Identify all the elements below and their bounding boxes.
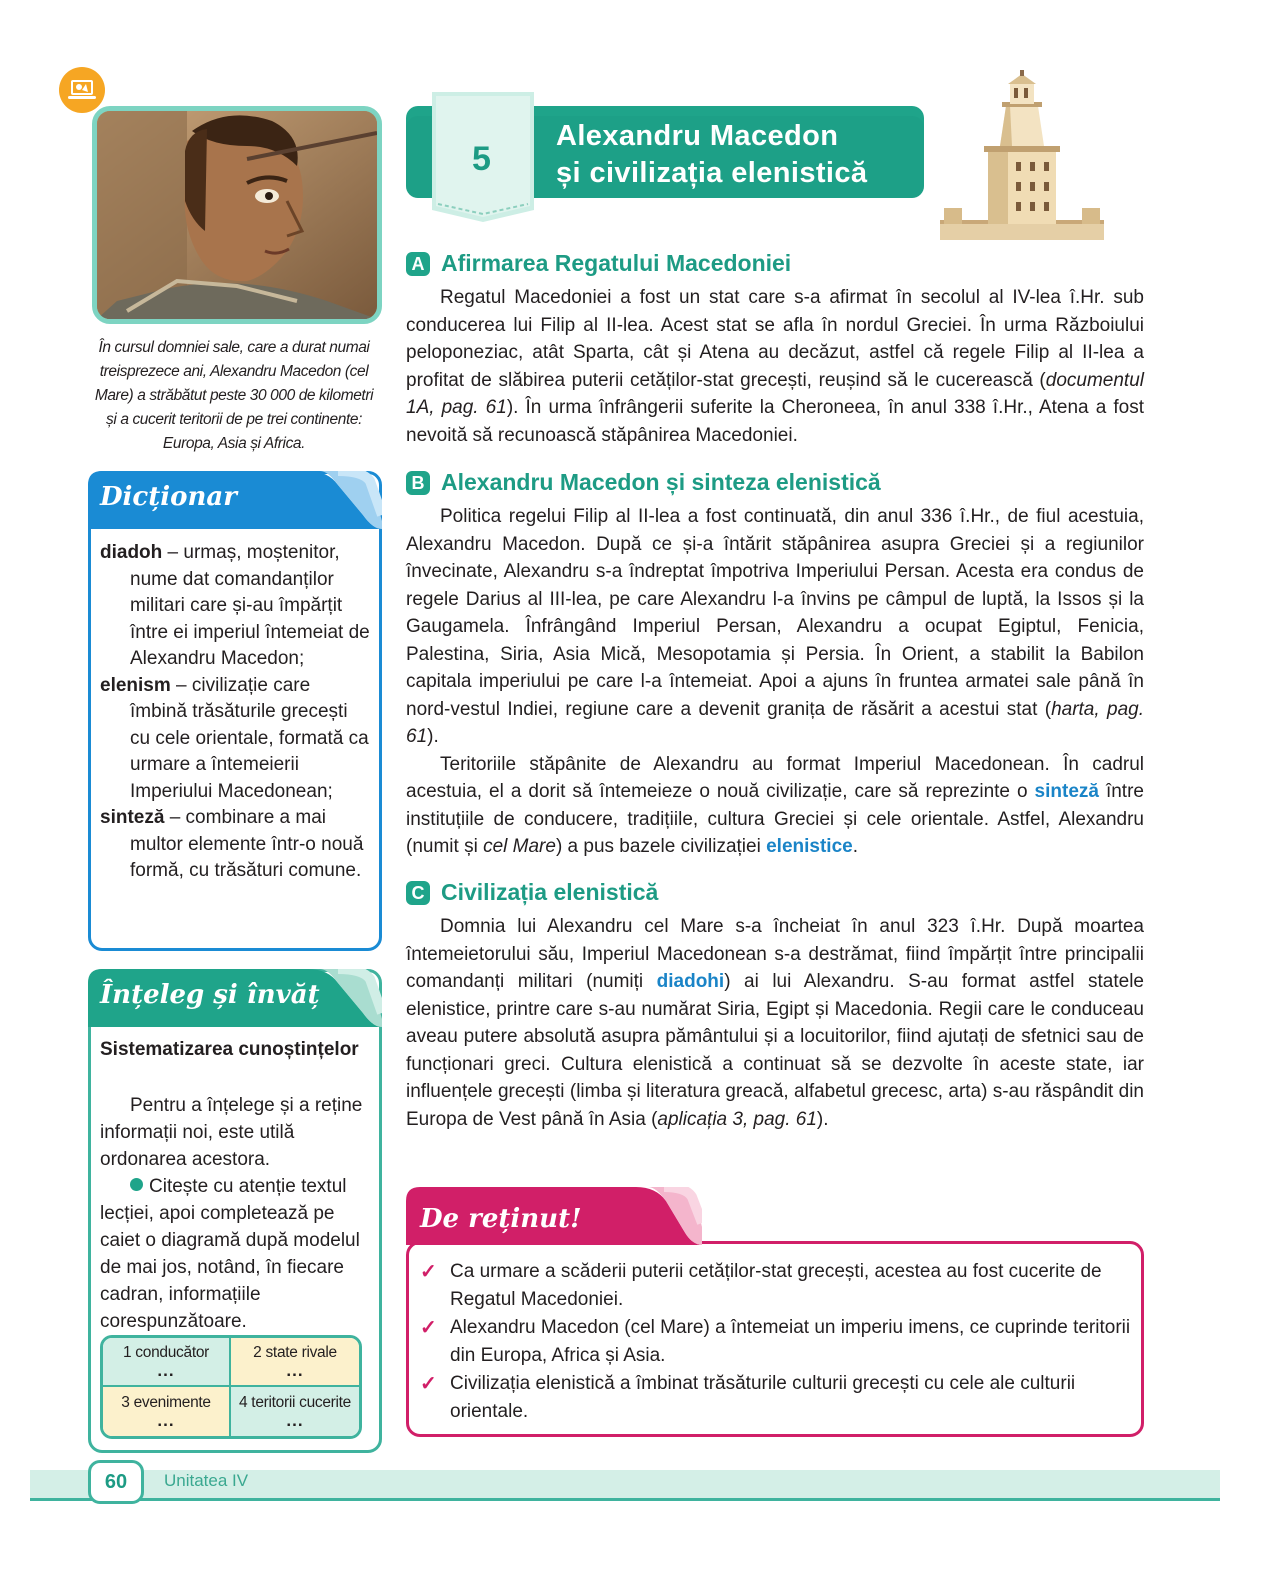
section-paragraph: Politica regelui Filip al II-lea a fost continuată, din anul 336 î.Hr., de fiul acestuia, Alexandru Macedon. După ce și-a întărit stăpânirea asupra Greciei și a regiunilor învecinate, Alexandru s-a îndreptat împotriva Imperiului Persan. Acesta era condus de regele Darius al III-lea, pe care Alexandru l-a învins pe câmpul de luptă, la Issos și la Gaugamela. Înfrângând Imperiul Persan, Alexandru a ocupat Egiptul, Fenicia, Palestina, Siria, Asia Mică, Mesopotamia și Persia. În Orient, a stabilit la Babilon capitala imperiului pe care l-a întemeiat. Apoi a ajuns în fruntea armatei sale până în nord-vestul Indiei, regiune care a devenit granița de răsărit a acestui stat (harta, pag. 61). <box>406 506 1144 747</box>
dictionary-list <box>100 540 372 885</box>
retain-item: ✓ Civilizația elenistică a îmbinat trăsăturile culturii grecești cu cele ale culturii orientale. <box>420 1370 1132 1426</box>
dictionary-entry: elenism – civilizație care îmbină trăsăturile grecești cu cele orientale, formată ca urmare a întemeierii Imperiului Macedonean; <box>100 674 369 802</box>
section-c-text <box>406 913 1144 1133</box>
section-badge-a: A <box>406 252 430 276</box>
section-paragraph: Teritoriile stăpânite de Alexandru au format Imperiul Macedonean. În cadrul acestuia, el a dorit să întemeieze o nouă civilizație, care să reprezinte o sinteză între instituțiile de conducere, tradițiile, cultura Greciei și cele orientale. Astfel, Alexandru (numit și cel Mare) a pus bazele civilizației elenistice. <box>406 753 1144 857</box>
portrait-caption: În cursul domniei sale, care a durat numai treisprezece ani, Alexandru Macedon (cel Mare) a străbătut peste 30 000 de kilometri și a cucerit teritorii de pe trei continente: Europa, Asia și Africa. <box>94 339 374 452</box>
diagram-grid <box>100 1335 362 1439</box>
retain-title: De reținut! <box>420 1204 582 1234</box>
digital-resource-icon[interactable] <box>58 66 106 114</box>
section-title-b: Alexandru Macedon și sinteza elenistică <box>441 469 881 495</box>
learn-instruction: Citește cu atenție textul lecției, apoi completează pe caiet o diagramă după modelul de mai jos, notând, în fiecare cadran, informațiile corespunzătoare. <box>100 1176 360 1332</box>
diagram-cell: 1 conducător ... <box>103 1338 231 1387</box>
section-paragraph: Regatul Macedoniei a fost un stat care s-a afirmat în secolul al IV-lea î.Hr. sub conducerea lui Filip al II-lea. Acest stat se afla în nordul Greciei. În urma Războiului peloponeziac, atât Sparta, cât și Atena au decăzut, astfel că regele Filip al II-lea a profitat de slăbirea puterii cetăților-stat grecești, reușind să le cucerească (documentul 1A, pag. 61). În urma înfrângerii suferite la Cheroneea, în anul 338 î.Hr., Atena a fost nevoită să recunoască stăpânirea Macedoniei. <box>406 287 1144 446</box>
section-a-text <box>406 284 1144 449</box>
checkmark-icon: ✓ <box>420 1373 437 1395</box>
retain-list <box>420 1258 1132 1426</box>
section-title-a: Afirmarea Regatului Macedoniei <box>441 250 792 276</box>
page-number: 60 <box>88 1460 144 1504</box>
section-badge-b: B <box>406 471 430 495</box>
bullet-dot-icon <box>130 1178 143 1191</box>
diagram-cell: 2 state rivale ... <box>231 1338 359 1387</box>
diagram-cell: 3 evenimente ... <box>103 1387 231 1436</box>
checkmark-icon: ✓ <box>420 1261 437 1283</box>
alexander-portrait-image <box>92 106 382 324</box>
section-paragraph: Domnia lui Alexandru cel Mare s-a încheiat în anul 323 î.Hr. După moartea întemeietorului său, Imperiul Macedonean s-a destrămat, fiind împărțit între principalii comandanți militari (numiți diadohi) ai lui Alexandru. S-au format astfel statele elenistice, printre care s-au numărat Siria, Egipt și Macedonia. Regii care le conduceau aveau putere absolută asupra pământului și a locuitorilor, fiind ajutați de sfetnici sau de funcționari greci. Cultura elenistică a continuat să se dezvolte în aceste state, iar influențele grecești (limba și literatura greacă, alfabetul grecesc, arta) s-au răspândit din Europa de Vest până în Asia (aplicația 3, pag. 61). <box>406 916 1145 1130</box>
dictionary-entry: diadoh – urmaș, moștenitor, nume dat comandanților militari care și-au împărțit între ei imperiul întemeiat de Alexandru Macedon; <box>100 542 370 669</box>
dictionary-title: Dicționar <box>100 482 237 512</box>
learn-subtitle: Sistematizarea cunoștințelor <box>100 1039 359 1060</box>
footer-line <box>30 1498 1220 1501</box>
learn-paragraph: Pentru a înțelege și a reține informații noi, este utilă ordonarea acestora. <box>100 1095 363 1170</box>
lesson-title: Alexandru Macedon și civilizația elenistică <box>556 120 868 189</box>
retain-item: ✓ Alexandru Macedon (cel Mare) a întemeiat un imperiu imens, ce cuprinde teritorii din Europa, Africa și Asia. <box>420 1314 1132 1370</box>
learn-title: Înțeleg și învăț <box>100 980 320 1010</box>
learn-text <box>100 1092 376 1335</box>
checkmark-icon: ✓ <box>420 1317 437 1339</box>
lesson-number: 5 <box>472 140 491 178</box>
lighthouse-illustration <box>938 70 1106 244</box>
section-badge-c: C <box>406 881 430 905</box>
section-b-text <box>406 503 1144 861</box>
unit-label: Unitatea IV <box>164 1471 249 1490</box>
dictionary-entry: sinteză – combinare a mai multor elemente într-o nouă formă, cu trăsături comune. <box>100 807 364 881</box>
retain-item: ✓ Ca urmare a scăderii puterii cetăților-stat grecești, acestea au fost cucerite de Regatul Macedoniei. <box>420 1258 1132 1314</box>
section-title-c: Civilizația elenistică <box>441 879 659 905</box>
diagram-cell: 4 teritorii cucerite ... <box>231 1387 359 1436</box>
